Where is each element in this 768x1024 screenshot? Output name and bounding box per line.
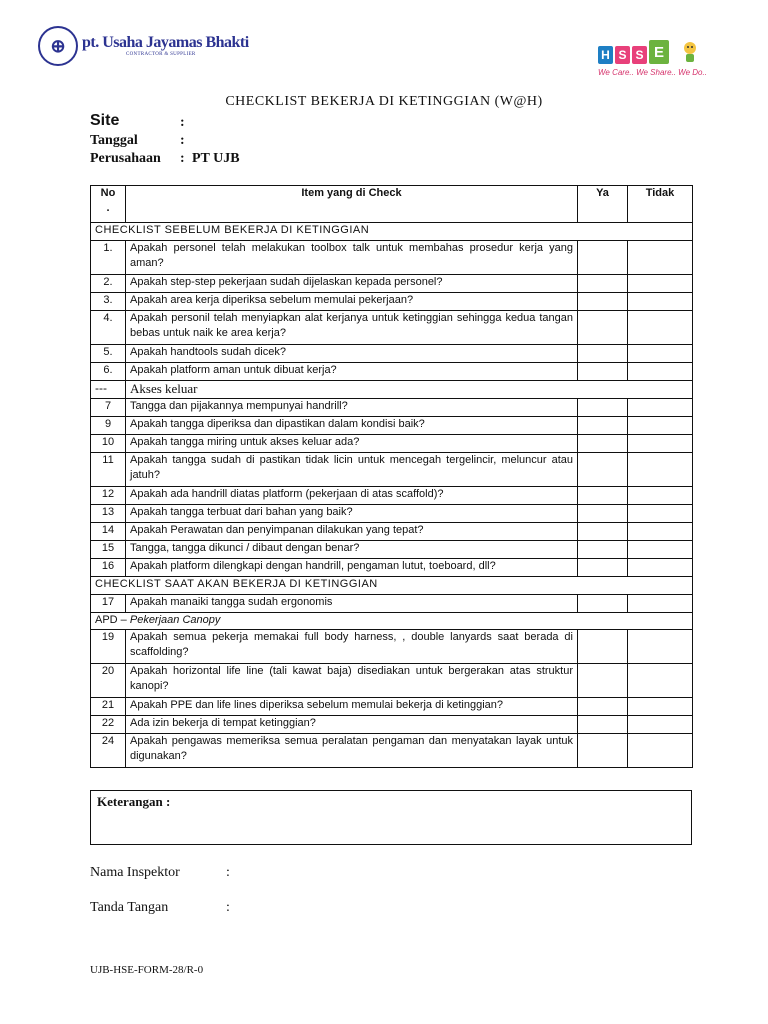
- tidak-checkbox-cell[interactable]: [628, 698, 693, 716]
- perusahaan-colon: :: [180, 151, 185, 166]
- row-number: 7: [91, 399, 126, 417]
- subsection-label: Akses keluar: [126, 381, 693, 399]
- row-number: 5.: [91, 345, 126, 363]
- table-row: [91, 435, 693, 453]
- ya-checkbox-cell[interactable]: [578, 541, 628, 559]
- tidak-checkbox-cell[interactable]: [628, 734, 693, 768]
- ya-checkbox-cell[interactable]: [578, 275, 628, 293]
- hsse-letter-h: H: [598, 46, 613, 64]
- table-row: [91, 505, 693, 523]
- apd-row: [91, 613, 693, 630]
- ya-checkbox-cell[interactable]: [578, 345, 628, 363]
- form-code: UJB-HSE-FORM-28/R-0: [90, 964, 204, 976]
- company-subtitle: CONTRACTOR & SUPPLIER: [126, 52, 196, 57]
- ya-checkbox-cell[interactable]: [578, 559, 628, 577]
- row-number: 22: [91, 716, 126, 734]
- ya-checkbox-cell[interactable]: [578, 453, 628, 487]
- site-colon: :: [180, 115, 185, 130]
- tidak-checkbox-cell[interactable]: [628, 453, 693, 487]
- hsse-letter-e: E: [649, 40, 669, 64]
- perusahaan-label: Perusahaan: [90, 151, 161, 166]
- company-emblem-icon: ⊕: [38, 26, 78, 66]
- keterangan-box[interactable]: [90, 790, 692, 845]
- row-number: 17: [91, 595, 126, 613]
- tidak-checkbox-cell[interactable]: [628, 505, 693, 523]
- ya-checkbox-cell[interactable]: [578, 293, 628, 311]
- ya-checkbox-cell[interactable]: [578, 241, 628, 275]
- tanda-tangan-label: Tanda Tangan: [90, 900, 169, 915]
- row-item-text: Apakah personil telah menyiapkan alat kerjanya untuk ketinggian sehingga kedua tangan bebas untuk naik ke area kerja?: [126, 311, 578, 345]
- row-item-text: Apakah tangga diperiksa dan dipastikan dalam kondisi baik?: [126, 417, 578, 435]
- row-item-text: Apakah tangga terbuat dari bahan yang baik?: [126, 505, 578, 523]
- keterangan-label: Keterangan :: [97, 794, 171, 809]
- row-number: 10: [91, 435, 126, 453]
- tidak-checkbox-cell[interactable]: [628, 541, 693, 559]
- hsse-letter-s2: S: [632, 46, 647, 64]
- tidak-checkbox-cell[interactable]: [628, 399, 693, 417]
- row-item-text: Apakah platform aman untuk dibuat kerja?: [126, 363, 578, 381]
- section-saat: [91, 577, 693, 595]
- ya-checkbox-cell[interactable]: [578, 399, 628, 417]
- ya-checkbox-cell[interactable]: [578, 734, 628, 768]
- row-item-text: Apakah area kerja diperiksa sebelum memulai pekerjaan?: [126, 293, 578, 311]
- tanggal-colon: :: [180, 133, 185, 148]
- table-row: [91, 630, 693, 664]
- ya-checkbox-cell[interactable]: [578, 435, 628, 453]
- row-number: 6.: [91, 363, 126, 381]
- tidak-checkbox-cell[interactable]: [628, 487, 693, 505]
- tidak-checkbox-cell[interactable]: [628, 435, 693, 453]
- apd-italic: Pekerjaan Canopy: [129, 614, 221, 626]
- row-number: 19: [91, 630, 126, 664]
- header-no-dot: .: [106, 202, 110, 214]
- row-number: 13: [91, 505, 126, 523]
- tidak-checkbox-cell[interactable]: [628, 417, 693, 435]
- row-item-text: Ada izin bekerja di tempat ketinggian?: [126, 716, 578, 734]
- row-number: 9: [91, 417, 126, 435]
- row-number: 12: [91, 487, 126, 505]
- hsse-tagline: We Care.. We Share.. We Do..: [598, 68, 707, 77]
- inspektor-colon[interactable]: :: [226, 865, 230, 880]
- row-number: 11: [91, 453, 126, 487]
- row-item-text: Apakah platform dilengkapi dengan handrill, pengaman lutut, toeboard, dll?: [126, 559, 578, 577]
- table-row: [91, 541, 693, 559]
- table-row: [91, 595, 693, 613]
- tidak-checkbox-cell[interactable]: [628, 559, 693, 577]
- table-row: [91, 293, 693, 311]
- perusahaan-value: PT UJB: [192, 151, 240, 166]
- row-item-text: Apakah tangga sudah di pastikan tidak licin untuk mencegah tergelincir, meluncur atau jatuh?: [126, 453, 578, 487]
- company-name: pt. Usaha Jayamas Bhakti: [82, 34, 249, 51]
- header-no-text: No: [100, 187, 116, 199]
- company-logo: [38, 26, 249, 66]
- ya-checkbox-cell[interactable]: [578, 630, 628, 664]
- row-number: 24: [91, 734, 126, 768]
- row-number: 21: [91, 698, 126, 716]
- tidak-checkbox-cell[interactable]: [628, 363, 693, 381]
- table-row: [91, 311, 693, 345]
- table-row: [91, 734, 693, 768]
- inspektor-label: Nama Inspektor: [90, 865, 180, 880]
- hsse-logo: [598, 40, 738, 86]
- table-row: [91, 664, 693, 698]
- ya-checkbox-cell[interactable]: [578, 595, 628, 613]
- row-item-text: Apakah PPE dan life lines diperiksa sebelum memulai bekerja di ketinggian?: [126, 698, 578, 716]
- tidak-checkbox-cell[interactable]: [628, 595, 693, 613]
- apd-label: [91, 613, 693, 630]
- header-item: Item yang di Check: [126, 186, 578, 223]
- row-number: 3.: [91, 293, 126, 311]
- tidak-checkbox-cell[interactable]: [628, 311, 693, 345]
- table-row: [91, 487, 693, 505]
- header-no: [91, 186, 126, 223]
- row-number: 1.: [91, 241, 126, 275]
- hsse-letter-s1: S: [615, 46, 630, 64]
- page-title: CHECKLIST BEKERJA DI KETINGGIAN (W@H): [225, 94, 543, 109]
- subsection-akses-keluar: [91, 381, 693, 399]
- table-row: [91, 417, 693, 435]
- row-item-text: Tangga, tangga dikunci / dibaut dengan benar?: [126, 541, 578, 559]
- table-row: [91, 559, 693, 577]
- table-row: [91, 453, 693, 487]
- tanda-tangan-colon[interactable]: :: [226, 900, 230, 915]
- row-number: 15: [91, 541, 126, 559]
- checklist-table: [90, 185, 693, 768]
- apd-prefix: APD: [95, 614, 118, 626]
- row-item-text: Apakah tangga miring untuk akses keluar ada?: [126, 435, 578, 453]
- table-row: [91, 363, 693, 381]
- table-header-row: [91, 186, 693, 223]
- row-item-text: Apakah personel telah melakukan toolbox talk untuk membahas prosedur kerja yang aman?: [126, 241, 578, 275]
- section-sebelum-title: CHECKLIST SEBELUM BEKERJA DI KETINGGIAN: [91, 223, 693, 241]
- tidak-checkbox-cell[interactable]: [628, 716, 693, 734]
- ya-checkbox-cell[interactable]: [578, 363, 628, 381]
- table-row: [91, 523, 693, 541]
- row-item-text: Apakah pengawas memeriksa semua peralatan pengaman dan menyatakan layak untuk digunakan?: [126, 734, 578, 768]
- tidak-checkbox-cell[interactable]: [628, 523, 693, 541]
- row-number: 14: [91, 523, 126, 541]
- row-item-text: Apakah horizontal life line (tali kawat baja) disediakan untuk bergerakan atas struktur kanopi?: [126, 664, 578, 698]
- section-sebelum: [91, 223, 693, 241]
- mascot-icon: [680, 40, 700, 64]
- apd-dash: –: [117, 614, 130, 626]
- table-row: [91, 345, 693, 363]
- ya-checkbox-cell[interactable]: [578, 523, 628, 541]
- tidak-checkbox-cell[interactable]: [628, 345, 693, 363]
- table-row: [91, 698, 693, 716]
- header-tidak: Tidak: [628, 186, 693, 223]
- row-item-text: Tangga dan pijakannya mempunyai handrill?: [126, 399, 578, 417]
- tidak-checkbox-cell[interactable]: [628, 664, 693, 698]
- tanggal-label: Tanggal: [90, 133, 138, 148]
- row-item-text: Apakah Perawatan dan penyimpanan dilakukan yang tepat?: [126, 523, 578, 541]
- ya-checkbox-cell[interactable]: [578, 417, 628, 435]
- site-label: Site: [90, 112, 120, 129]
- ya-checkbox-cell[interactable]: [578, 505, 628, 523]
- ya-checkbox-cell[interactable]: [578, 698, 628, 716]
- row-item-text: Apakah ada handrill diatas platform (pekerjaan di atas scaffold)?: [126, 487, 578, 505]
- row-item-text: Apakah semua pekerja memakai full body harness, , double lanyards saat berada di scaffolding?: [126, 630, 578, 664]
- ya-checkbox-cell[interactable]: [578, 664, 628, 698]
- row-item-text: Apakah step-step pekerjaan sudah dijelaskan kepada personel?: [126, 275, 578, 293]
- row-number: 20: [91, 664, 126, 698]
- section-saat-title: CHECKLIST SAAT AKAN BEKERJA DI KETINGGIAN: [91, 577, 693, 595]
- subsection-marker: ---: [91, 381, 126, 399]
- row-item-text: Apakah handtools sudah dicek?: [126, 345, 578, 363]
- tidak-checkbox-cell[interactable]: [628, 275, 693, 293]
- header-ya: Ya: [578, 186, 628, 223]
- tidak-checkbox-cell[interactable]: [628, 293, 693, 311]
- row-item-text: Apakah manaiki tangga sudah ergonomis: [126, 595, 578, 613]
- ya-checkbox-cell[interactable]: [578, 487, 628, 505]
- table-row: [91, 275, 693, 293]
- ya-checkbox-cell[interactable]: [578, 311, 628, 345]
- table-row: [91, 716, 693, 734]
- tidak-checkbox-cell[interactable]: [628, 241, 693, 275]
- ya-checkbox-cell[interactable]: [578, 716, 628, 734]
- row-number: 16: [91, 559, 126, 577]
- tidak-checkbox-cell[interactable]: [628, 630, 693, 664]
- row-number: 2.: [91, 275, 126, 293]
- row-number: 4.: [91, 311, 126, 345]
- table-row: [91, 241, 693, 275]
- table-row: [91, 399, 693, 417]
